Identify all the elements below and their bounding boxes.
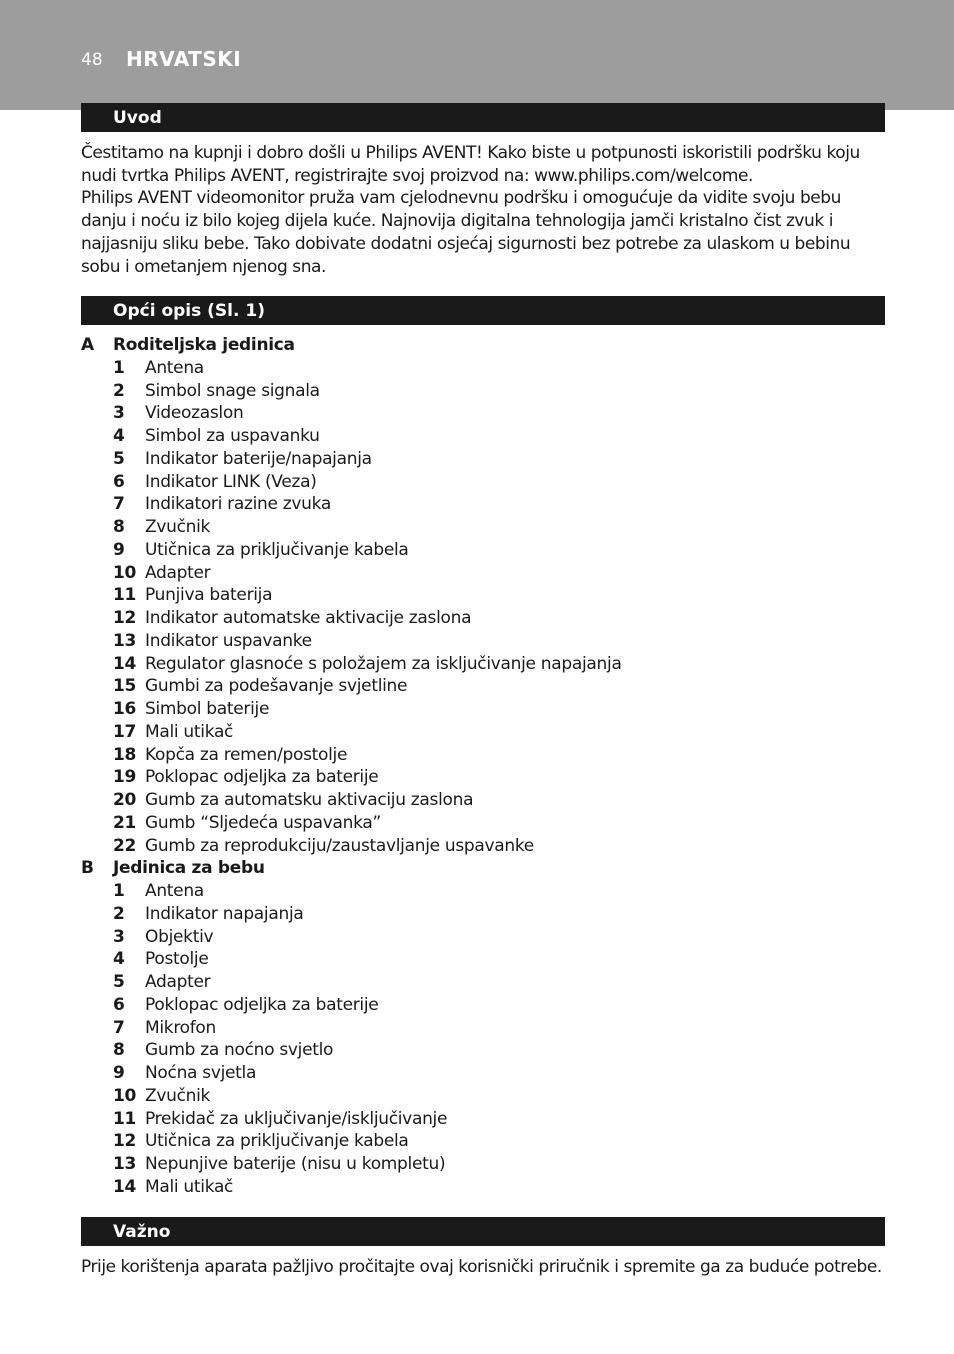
item-number: 5 <box>113 972 125 992</box>
item-label: Antena <box>145 357 204 378</box>
item-number: 10 <box>113 562 137 583</box>
item-label: Gumb za noćno svjetlo <box>145 1040 334 1061</box>
item-label: Punjiva baterija <box>145 585 273 606</box>
item-label: Prekidač za uključivanje/isključivanje <box>145 1108 448 1129</box>
item-label: Noćna svjetla <box>145 1063 257 1083</box>
item-label: Kopča za remen/postolje <box>145 744 348 765</box>
item-number: 3 <box>113 926 125 947</box>
item-number: 4 <box>113 949 125 970</box>
list-item <box>81 971 891 994</box>
section-heading-intro: Uvod <box>81 103 885 132</box>
list-item <box>81 1085 891 1108</box>
intro-paragraph: Čestitamo na kupnji i dobro došli u Philips AVENT! Kako biste u potpunosti iskoristili podršku koju nudi tvrtka Philips AVENT, registrirajte svoj proizvod na: www.philips.com/welcome. <box>81 143 860 186</box>
item-number: 9 <box>113 539 125 560</box>
item-number: 15 <box>113 676 137 697</box>
list-item <box>81 539 891 562</box>
item-label: Indikator LINK (Veza) <box>145 471 317 492</box>
item-label: Zvučnik <box>145 1085 211 1106</box>
item-number: 9 <box>113 1063 125 1083</box>
group-title: Roditeljska jedinica <box>113 335 295 355</box>
group-heading <box>81 334 891 357</box>
item-number: 1 <box>113 881 125 901</box>
list-item <box>81 698 891 721</box>
list-item <box>81 789 891 812</box>
list-item <box>81 1176 891 1199</box>
list-item <box>81 1153 891 1176</box>
list-item <box>81 926 891 949</box>
list-item <box>81 880 891 903</box>
item-label: Simbol snage signala <box>145 380 320 401</box>
page-number: 48 <box>81 50 103 70</box>
item-number: 2 <box>113 380 125 401</box>
item-number: 2 <box>113 903 125 924</box>
item-number: 1 <box>113 357 125 378</box>
group-letter: A <box>81 335 94 355</box>
list-item <box>81 380 891 403</box>
item-label: Indikator uspavanke <box>145 630 312 651</box>
list-item <box>81 1062 891 1085</box>
list-item <box>81 994 891 1017</box>
item-label: Adapter <box>145 562 211 583</box>
item-number: 11 <box>113 1108 137 1129</box>
important-text <box>81 1256 891 1279</box>
item-number: 12 <box>113 1131 137 1152</box>
item-label: Antena <box>145 881 204 901</box>
item-label: Simbol za uspavanku <box>145 426 320 446</box>
item-number: 14 <box>113 653 137 674</box>
item-label: Indikator automatske aktivacije zaslona <box>145 608 472 628</box>
item-number: 10 <box>113 1085 137 1106</box>
important-paragraph: Prije korištenja aparata pažljivo pročitajte ovaj korisnički priručnik i spremite ga za buduće potrebe. <box>81 1257 882 1277</box>
list-item <box>81 1108 891 1131</box>
item-number: 7 <box>113 1017 125 1038</box>
item-label: Gumbi za podešavanje svjetline <box>145 676 408 697</box>
item-number: 11 <box>113 585 137 606</box>
list-item <box>81 744 891 767</box>
list-item <box>81 607 891 630</box>
item-label: Postolje <box>145 949 209 970</box>
list-item <box>81 630 891 653</box>
list-item <box>81 1039 891 1062</box>
section-heading-important: Važno <box>81 1217 885 1246</box>
list-item <box>81 653 891 676</box>
group-heading <box>81 857 891 880</box>
list-item <box>81 721 891 744</box>
item-label: Indikator baterije/napajanja <box>145 448 372 469</box>
list-item <box>81 493 891 516</box>
item-number: 4 <box>113 426 125 446</box>
item-number: 20 <box>113 790 137 810</box>
list-item <box>81 402 891 425</box>
list-item <box>81 471 891 494</box>
item-label: Simbol baterije <box>145 699 270 719</box>
list-item <box>81 516 891 539</box>
item-label: Mikrofon <box>145 1017 217 1038</box>
item-label: Mali utikač <box>145 721 234 742</box>
list-item <box>81 835 891 858</box>
item-label: Nepunjive baterije (nisu u kompletu) <box>145 1154 446 1174</box>
list-item <box>81 425 891 448</box>
item-number: 6 <box>113 471 125 492</box>
item-label: Utičnica za priključivanje kabela <box>145 539 409 560</box>
item-label: Regulator glasnoće s položajem za isključivanje napajanja <box>145 653 622 674</box>
item-number: 7 <box>113 494 125 515</box>
item-number: 22 <box>113 835 137 856</box>
list-item <box>81 1017 891 1040</box>
item-number: 16 <box>113 699 137 719</box>
item-number: 17 <box>113 721 137 742</box>
list-item <box>81 1130 891 1153</box>
component-list <box>81 334 891 1199</box>
item-label: Indikatori razine zvuka <box>145 494 331 515</box>
list-item <box>81 675 891 698</box>
item-label: Objektiv <box>145 926 214 947</box>
item-label: Poklopac odjeljka za baterije <box>145 767 379 788</box>
list-item <box>81 357 891 380</box>
item-number: 13 <box>113 630 137 651</box>
item-number: 13 <box>113 1154 137 1174</box>
item-label: Gumb “Sljedeća uspavanka” <box>145 812 381 833</box>
item-number: 12 <box>113 608 137 628</box>
list-item <box>81 562 891 585</box>
list-item <box>81 584 891 607</box>
intro-paragraph: Philips AVENT videomonitor pruža vam cjelodnevnu podršku i omogućuje da vidite svoju bebu danju i noću iz bilo kojeg dijela kuće. Najnovija digitalna tehnologija jamči kristalno čist zvuk i najjasniju sliku bebe. Tako dobivate dodatni osjećaj sigurnosti bez potrebe za ulaskom u bebinu sobu i ometanjem njenog sna. <box>81 188 851 277</box>
item-number: 8 <box>113 1040 125 1061</box>
item-number: 6 <box>113 994 125 1015</box>
group-letter: B <box>81 858 94 879</box>
group-title: Jedinica za bebu <box>113 858 265 879</box>
item-number: 19 <box>113 767 137 788</box>
intro-text <box>81 142 891 278</box>
item-number: 14 <box>113 1176 137 1197</box>
item-label: Indikator napajanja <box>145 903 304 924</box>
item-number: 18 <box>113 744 137 765</box>
item-label: Gumb za automatsku aktivaciju zaslona <box>145 790 474 810</box>
item-label: Gumb za reprodukciju/zaustavljanje uspavanke <box>145 835 534 856</box>
item-number: 8 <box>113 517 125 537</box>
language-title: HRVATSKI <box>126 47 242 71</box>
item-label: Poklopac odjeljka za baterije <box>145 994 379 1015</box>
list-item <box>81 812 891 835</box>
item-number: 3 <box>113 403 125 424</box>
item-label: Zvučnik <box>145 517 211 537</box>
item-label: Adapter <box>145 972 211 992</box>
item-label: Mali utikač <box>145 1176 234 1197</box>
item-label: Videozaslon <box>145 403 244 424</box>
list-item <box>81 448 891 471</box>
item-number: 21 <box>113 812 137 833</box>
item-label: Utičnica za priključivanje kabela <box>145 1131 409 1152</box>
list-item <box>81 766 891 789</box>
section-heading-description: Opći opis (Sl. 1) <box>81 296 885 325</box>
item-number: 5 <box>113 448 125 469</box>
page-header-band <box>0 0 954 110</box>
list-item <box>81 903 891 926</box>
list-item <box>81 948 891 971</box>
